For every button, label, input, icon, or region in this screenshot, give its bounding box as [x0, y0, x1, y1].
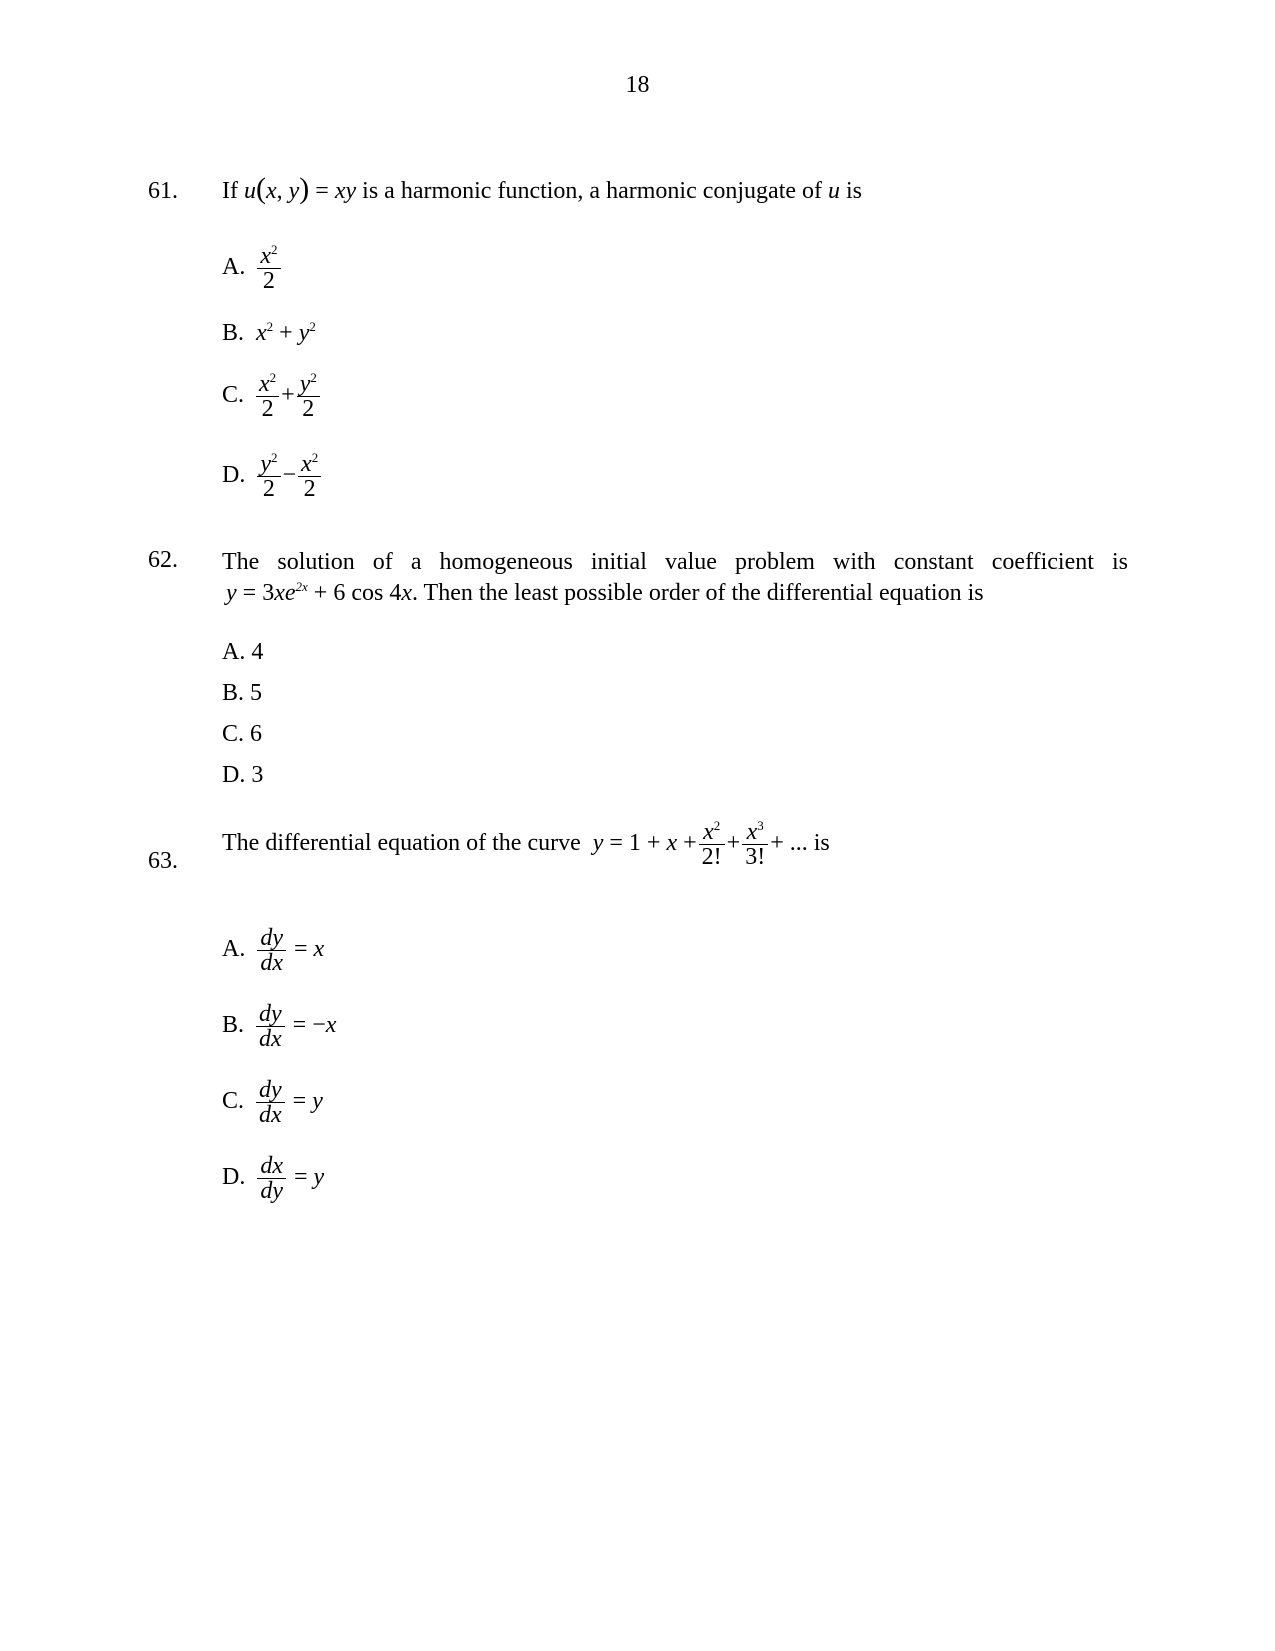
- q63-option-c[interactable]: C. $\frac{dy}{dx}$ = y: [222, 1077, 323, 1128]
- question-61-text: If u(x, y) = xy is a harmonic function, a harmonic conjugate of u is: [222, 172, 863, 205]
- question-62-line2: $y = 3xe^{2x} + 6$ cos 4x. Then the least possible order of the differential equation is: [226, 579, 984, 606]
- question-63-number: 63.: [148, 848, 178, 874]
- q61-option-c[interactable]: C. $\frac{x^2}{2}$ + $\frac{y^2}{2}$: [222, 372, 322, 421]
- question-61-number: 61.: [148, 178, 178, 204]
- q61-option-a[interactable]: A. $\frac{x^2}{2}$: [222, 244, 283, 293]
- question-63-text: The differential equation of the curve y = 1 + x + $\frac{x^2}{2!}$ + $\frac{x^3}{3!}$ + ... is: [222, 818, 830, 870]
- q63-option-d[interactable]: D. $\frac{dx}{dy}$ = y: [222, 1153, 325, 1204]
- q63-option-b[interactable]: B. $\frac{dy}{dx}$ = −x: [222, 1001, 337, 1052]
- q61-option-b[interactable]: B. $x^2 + y^2$: [222, 319, 316, 346]
- q62-option-a[interactable]: A. 4: [222, 639, 264, 665]
- question-62-line1: The solution of a homogeneous initial value problem with constant coefficient is: [222, 549, 1128, 575]
- q63-option-a[interactable]: A. $\frac{dy}{dx}$ = x: [222, 925, 325, 976]
- q62-option-c[interactable]: C. 6: [222, 721, 263, 747]
- page-number: 18: [625, 72, 650, 98]
- question-62-number: 62.: [148, 547, 178, 573]
- q62-option-b[interactable]: B. 5: [222, 680, 263, 706]
- q61-option-d[interactable]: D. $\frac{y^2}{2}$ − $\frac{x^2}{2}$: [222, 452, 323, 501]
- q62-option-d[interactable]: D. 3: [222, 762, 264, 788]
